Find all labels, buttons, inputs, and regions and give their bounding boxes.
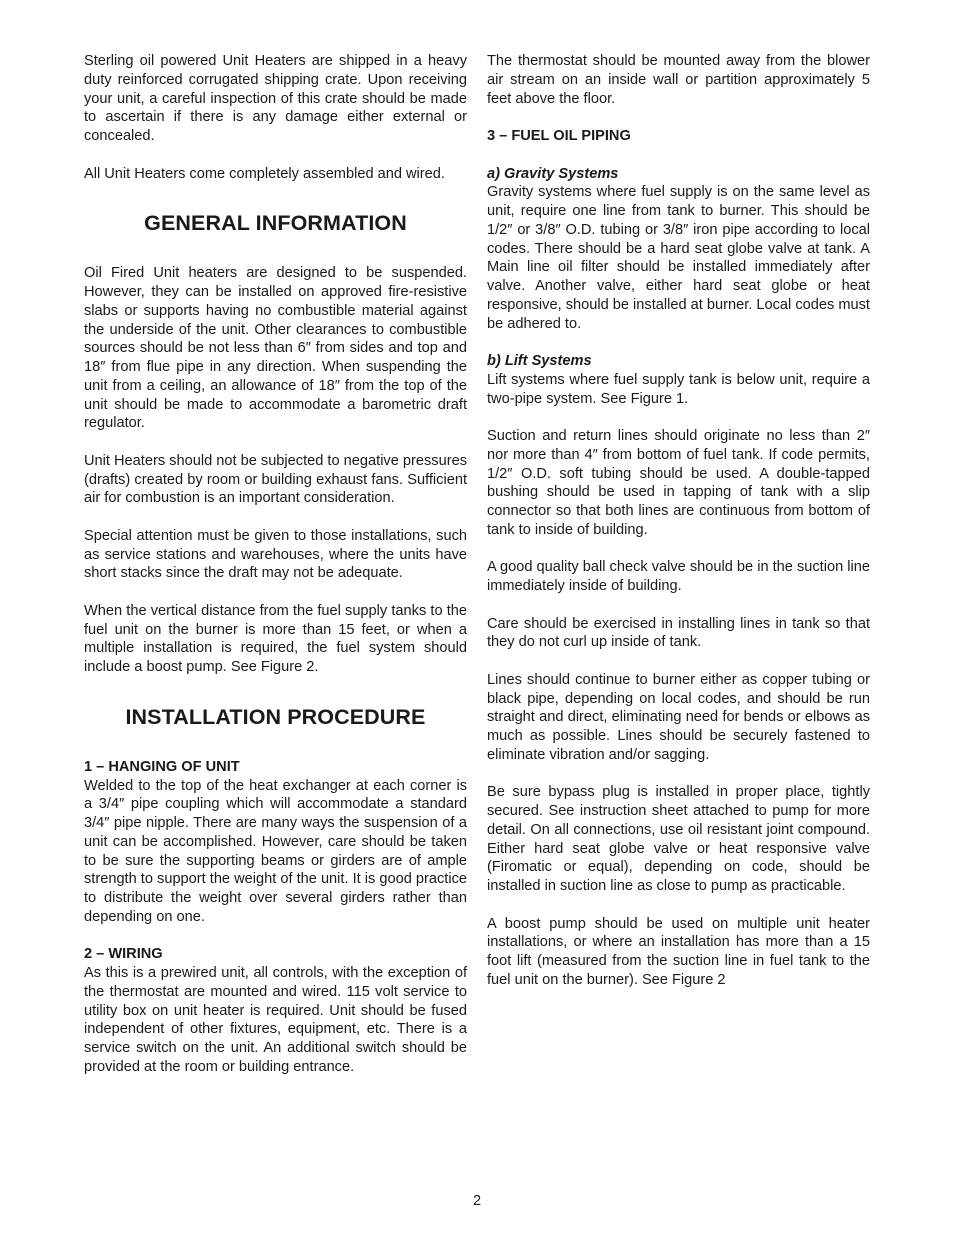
general-paragraph-3: Special attention must be given to those installations, such as service stations and warehouses, where the units have short stacks since the draft may not be adequate. xyxy=(84,527,467,582)
gravity-systems-heading: a) Gravity Systems xyxy=(487,165,619,182)
lift-paragraph-2: Suction and return lines should originate no less than 2″ nor more than 4″ from bottom of fuel tank. If code permits, 1/2″ O.D. soft tubing should be used. A double-tapped bushing should be used in tapping of tank with a slip connector so that both lines are continuous from bottom of tank to inside of building. xyxy=(487,428,870,538)
general-information-heading: GENERAL INFORMATION xyxy=(144,211,407,236)
general-paragraph-2: Unit Heaters should not be subjected to negative pressures (drafts) created by room or building exhaust fans. Sufficient air for combustion is an important consideration. xyxy=(84,452,467,507)
hanging-of-unit-heading: 1 – HANGING OF UNIT xyxy=(84,758,240,775)
fuel-oil-piping-heading: 3 – FUEL OIL PIPING xyxy=(487,128,631,144)
lift-systems-heading: b) Lift Systems xyxy=(487,353,592,369)
general-paragraph-1: Oil Fired Unit heaters are designed to be suspended. However, they can be installed on approved fire-resistive slabs or supports having no combustible material against the underside of the unit. Other clearances to combustible sources should be not less than 6″ from sides and top and 18″ from flue pipe in any direction. When suspending the unit from a ceiling, an allowance of 18″ from the top of the unit should be made to accommodate a barometric draft regulator. xyxy=(84,265,467,432)
lift-paragraph-5: Lines should continue to burner either as copper tubing or black pipe, depending on local codes, and should be run straight and direct, eliminating need for bends or elbows as much as possible. Lines should be securely fastened to eliminate vibration and/or sagging. xyxy=(487,671,870,763)
page-number: 2 xyxy=(472,1193,482,1209)
lift-paragraph-4: Care should be exercised in installing lines in tank so that they do not curl up inside of tank. xyxy=(487,615,870,651)
intro-paragraph-1: Sterling oil powered Unit Heaters are shipped in a heavy duty reinforced corrugated shipping crate. Upon receiving your unit, a careful inspection of this crate should be made to ascertain if there is any damage either external or concealed. xyxy=(84,53,467,144)
intro-paragraph-2: All Unit Heaters come completely assembled and wired. xyxy=(84,165,445,182)
hanging-paragraph: Welded to the top of the heat exchanger at each corner is a 3/4″ pipe coupling which will accommodate a standard 3/4″ pipe nipple. There are many ways the suspension of a unit can be accomplished. However, care should be taken to be sure the supporting beams or girders are of ample strength to support the weight of the unit. It is good practice to distribute the weight over several girders rather than depending on one. xyxy=(84,777,467,925)
wiring-heading: 2 – WIRING xyxy=(84,946,163,963)
lift-paragraph-1: Lift systems where fuel supply tank is below unit, require a two-pipe system. See Figure 1. xyxy=(487,371,870,407)
lift-paragraph-3: A good quality ball check valve should be in the suction line immediately inside of building. xyxy=(487,559,870,594)
wiring-paragraph: As this is a prewired unit, all controls, with the exception of the thermostat are mounted and wired. 115 volt service to utility box on unit heater is required. Unit should be fused independent of other fixtures, equipment, etc. There is a service switch on the unit. An additional switch should be provided at the room or building entrance. xyxy=(84,965,467,1075)
right-column xyxy=(487,52,870,990)
thermostat-paragraph: The thermostat should be mounted away from the blower air stream on an inside wall or partition approximately 5 feet above the floor. xyxy=(487,53,870,107)
general-paragraph-4: When the vertical distance from the fuel supply tanks to the fuel unit on the burner is more than 15 feet, or when a multiple installation is required, the fuel system should include a boost pump. See Figure 2. xyxy=(84,602,467,675)
lift-paragraph-6: Be sure bypass plug is installed in proper place, tightly secured. See instruction sheet attached to pump for more detail. On all connections, use oil resistant joint compound. Either hard seat globe valve or heat responsive valve (Firomatic or equal), depending on code, should be installed in suction line as close to pump as practicable. xyxy=(487,784,870,894)
left-column xyxy=(84,52,467,1077)
lift-paragraph-7: A boost pump should be used on multiple unit heater installations, or where an installation has more than a 15 foot lift (measured from the suction line in fuel tank to the fuel unit on the burner). See Figure 2 xyxy=(487,915,870,988)
gravity-paragraph: Gravity systems where fuel supply is on the same level as unit, require one line from tank to burner. This should be 1/2″ or 3/8″ O.D. tubing or 3/8″ iron pipe according to local codes. There should be a hard seat globe valve at tank. A Main line oil filter should be installed immediately after valve. Another valve, either hard seat globe or heat responsive, should be installed at burner. Local codes must be adhered to. xyxy=(487,184,870,332)
installation-procedure-heading: INSTALLATION PROCEDURE xyxy=(125,704,426,729)
